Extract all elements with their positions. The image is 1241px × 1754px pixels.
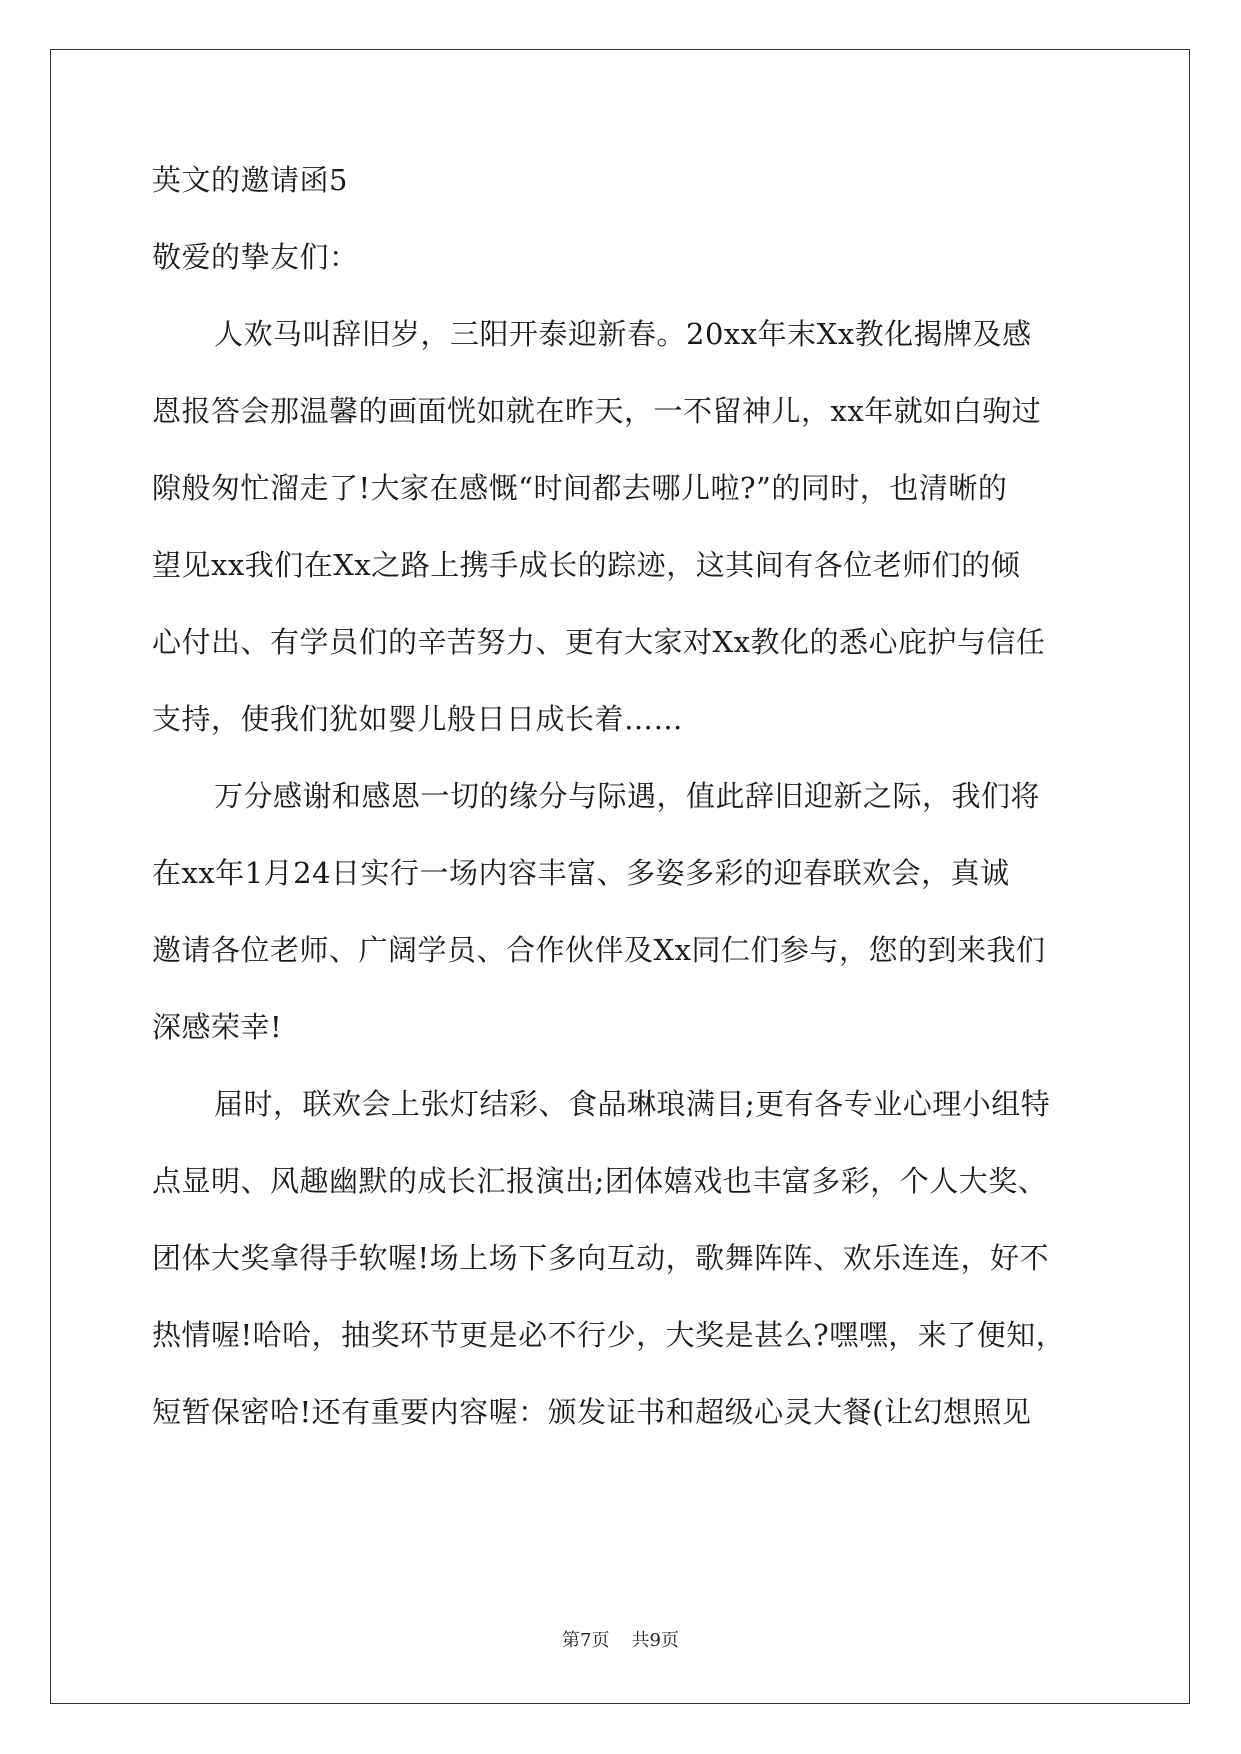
paragraph-line: 团体大奖拿得手软喔!场上场下多向互动，歌舞阵阵、欢乐连连，好不 <box>152 1241 1050 1275</box>
paragraph-line: 心付出、有学员们的辛苦努力、更有大家对Xx教化的悉心庇护与信任 <box>152 625 1046 659</box>
document-body <box>152 164 1092 1473</box>
paragraph-line: 深感荣幸! <box>152 1010 283 1044</box>
paragraph-line: 恩报答会那温馨的画面恍如就在昨天，一不留神儿，xx年就如白驹过 <box>152 394 1042 428</box>
paragraph-line: 隙般匆忙溜走了!大家在感慨“时间都去哪儿啦?”的同时，也清晰的 <box>152 471 1008 505</box>
page-total: 共9页 <box>631 1630 679 1651</box>
paragraph-line: 热情喔!哈哈，抽奖环节更是必不行少，大奖是甚么?嘿嘿，来了便知， <box>152 1318 1066 1352</box>
document-title: 英文的邀请函5 <box>152 163 348 197</box>
paragraph-line: 人欢马叫辞旧岁，三阳开泰迎新春。20xx年末Xx教化揭牌及感 <box>214 317 1032 351</box>
paragraph-line: 邀请各位老师、广阔学员、合作伙伴及Xx同仁们参与，您的到来我们 <box>152 933 1046 967</box>
paragraph-line: 短暂保密哈!还有重要内容喔：颁发证书和超级心灵大餐(让幻想照见 <box>152 1395 1032 1429</box>
paragraph-line: 支持，使我们犹如婴儿般日日成长着…… <box>152 702 684 736</box>
paragraph-line: 届时，联欢会上张灯结彩、食品琳琅满目;更有各专业心理小组特 <box>214 1087 1051 1121</box>
paragraph-line: 在xx年1月24日实行一场内容丰富、多姿多彩的迎春联欢会，真诚 <box>152 856 1010 890</box>
paragraph-line: 点显明、风趣幽默的成长汇报演出;团体嬉戏也丰富多彩，个人大奖、 <box>152 1164 1048 1198</box>
salutation: 敬爱的挚友们： <box>152 240 359 274</box>
page-number: 第7页 <box>562 1630 610 1651</box>
paragraph-line: 望见xx我们在Xx之路上携手成长的踪迹，这其间有各位老师们的倾 <box>152 548 1021 582</box>
page-footer <box>0 1630 1241 1652</box>
paragraph-line: 万分感谢和感恩一切的缘分与际遇，值此辞旧迎新之际，我们将 <box>214 779 1041 813</box>
